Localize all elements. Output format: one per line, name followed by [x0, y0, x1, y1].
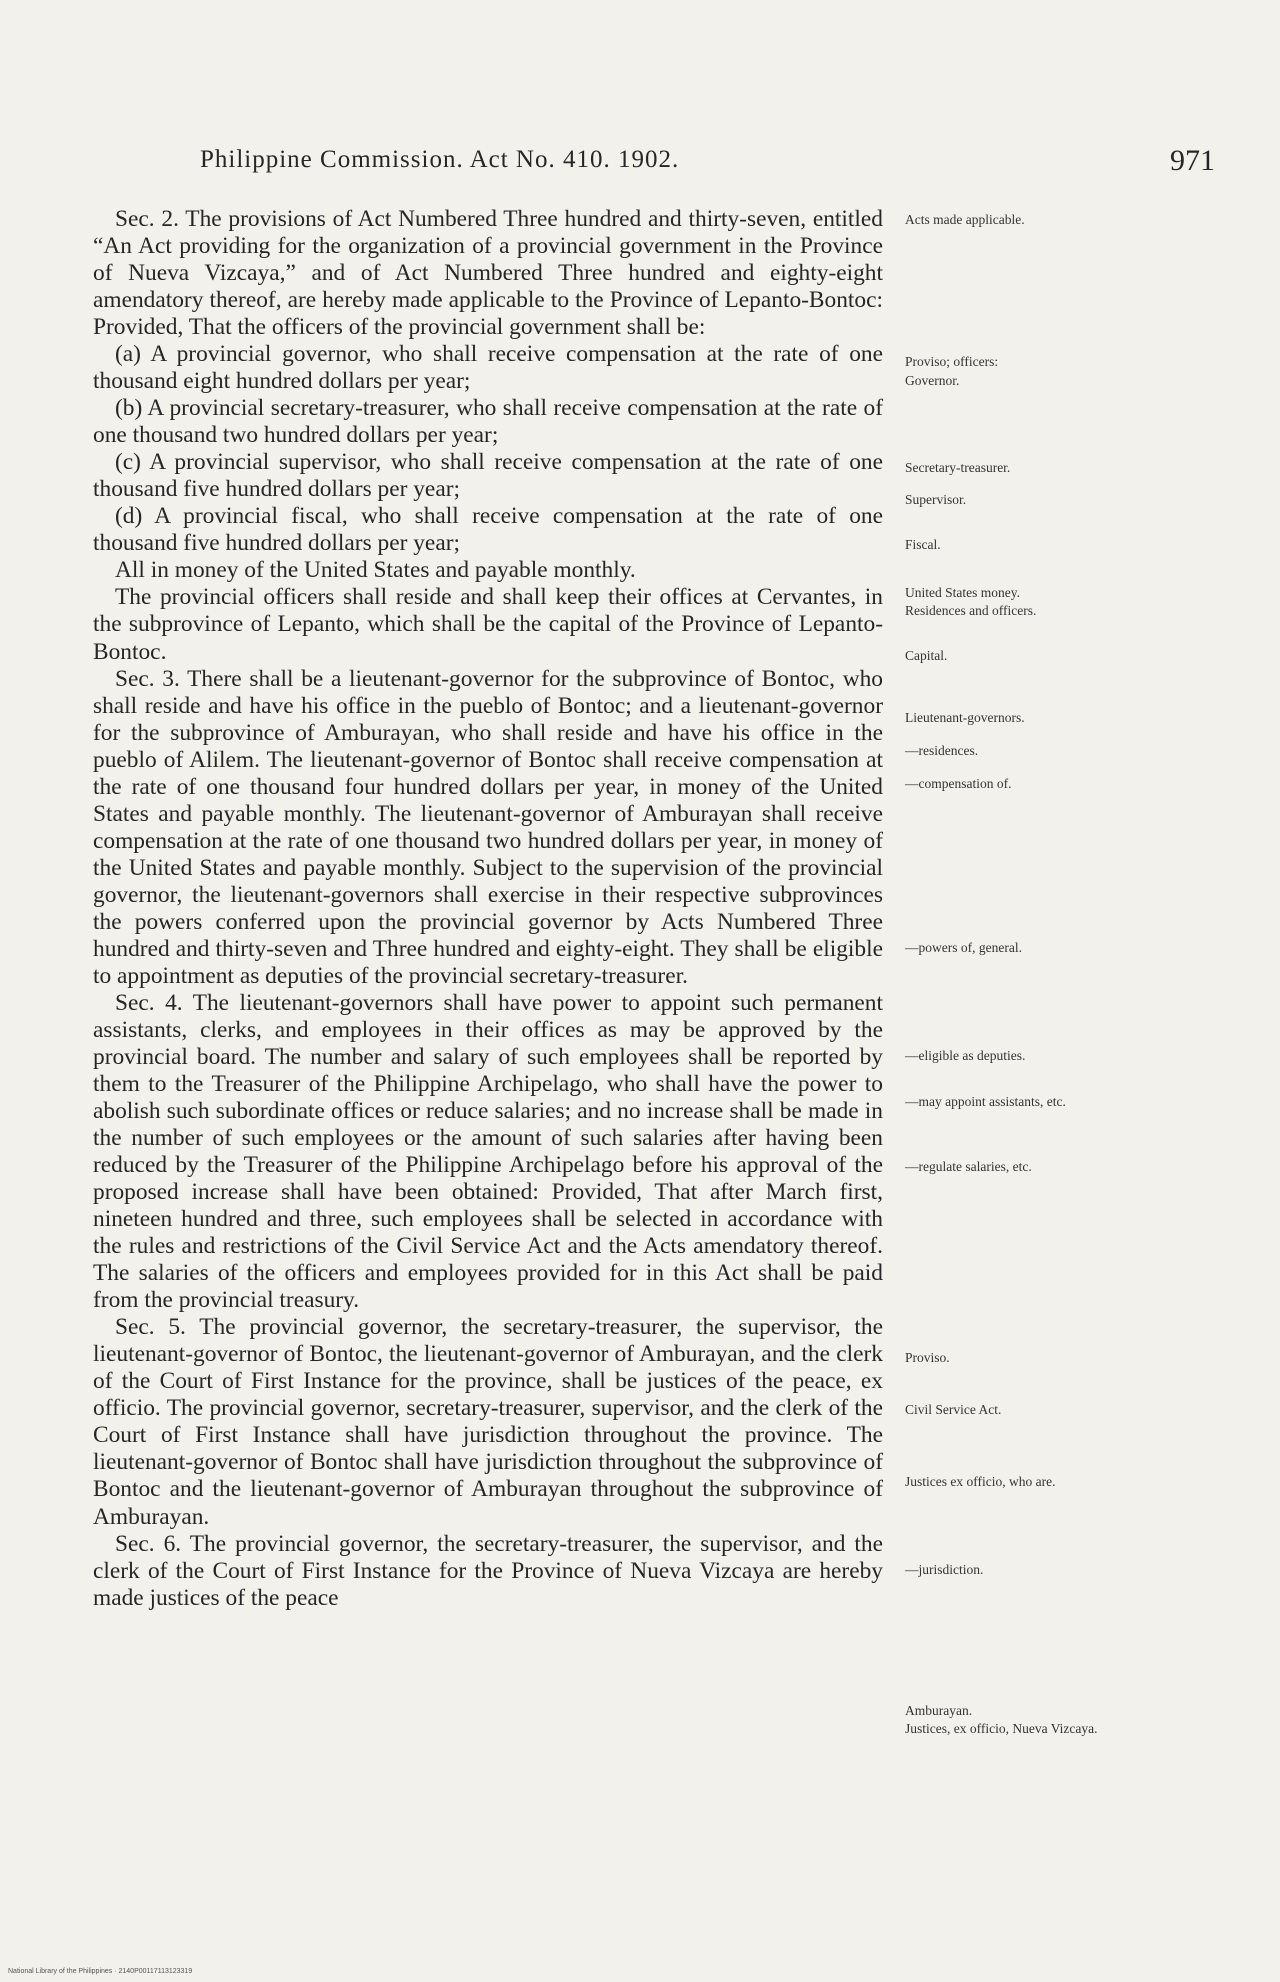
item-d-paragraph: (d) A provincial fiscal, who shall receive compensation at the rate of one thousand five hundred dollars per year;	[93, 503, 883, 557]
margin-note: Supervisor.	[905, 492, 967, 507]
margin-note: —powers of, general.	[905, 940, 1022, 955]
margin-note: —compensation of.	[905, 776, 1012, 791]
running-title: Philippine Commission. Act No. 410. 1902.	[200, 146, 680, 173]
margin-note: Fiscal.	[905, 537, 941, 552]
section-6-paragraph: Sec. 6. The provincial governor, the secretary-treasurer, the supervisor, and the clerk of the Court of First Instance for the Province of Nueva Vizcaya are hereby made justices of the peace	[93, 1530, 883, 1611]
page-number: 971	[1170, 144, 1215, 177]
margin-note: Amburayan.	[905, 1703, 973, 1718]
section-2-paragraph: Sec. 2. The provisions of Act Numbered Three hundred and thirty-seven, entitled “An Act providing for the organization of a provincial government in the Province of Nueva Vizcaya,” and of Act Numbered Three hundred and eighty-eight amendatory thereof, are hereby made applicable to the Province of Lepanto-Bontoc: Provided, That the officers of the provincial government shall be:	[93, 206, 883, 341]
margin-note: Civil Service Act.	[905, 1402, 1002, 1417]
margin-note: Justices, ex officio, Nueva Vizcaya.	[905, 1721, 1098, 1736]
margin-note: —jurisdiction.	[905, 1562, 984, 1577]
margin-note: United States money.	[905, 585, 1020, 600]
section-5-paragraph: Sec. 5. The provincial governor, the secretary-treasurer, the supervisor, the lieutenant-governor of Bontoc, the lieutenant-governor of Amburayan, and the clerk of the Court of First Instance for the province, shall be justices of the peace, ex officio. The provincial governor, secretary-treasurer, supervisor, and the clerk of the Court of First Instance shall have jurisdiction throughout the province. The lieutenant-governor of Bontoc shall have jurisdiction throughout the subprovince of Bontoc and the lieutenant-governor of Amburayan throughout the subprovince of Amburayan.	[93, 1314, 883, 1530]
money-paragraph: All in money of the United States and payable monthly.	[115, 557, 636, 584]
item-c-paragraph: (c) A provincial supervisor, who shall receive compensation at the rate of one thousand five hundred dollars per year;	[93, 449, 883, 503]
item-b-paragraph: (b) A provincial secretary-treasurer, who shall receive compensation at the rate of one thousand two hundred dollars per year;	[93, 395, 883, 449]
margin-note: Proviso.	[905, 1350, 950, 1365]
margin-note: —eligible as deputies.	[905, 1048, 1026, 1063]
scan-footer: National Library of the Philippines · 2140P00117113123319	[8, 1968, 193, 1975]
margin-note: —residences.	[905, 743, 979, 758]
margin-note: Justices ex officio, who are.	[905, 1474, 1056, 1489]
page-header	[0, 146, 1280, 186]
item-a-paragraph: (a) A provincial governor, who shall receive compensation at the rate of one thousand eight hundred dollars per year;	[93, 341, 883, 395]
section-4-paragraph: Sec. 4. The lieutenant-governors shall have power to appoint such permanent assistants, clerks, and employees in their offices as may be approved by the provincial board. The number and salary of such employees shall be reported by them to the Treasurer of the Philippine Archipelago, who shall have the power to abolish such subordinate offices or reduce salaries; and no increase shall be made in the number of such employees or the amount of such salaries after having been reduced by the Treasurer of the Philippine Archipelago before his approval of the proposed increase shall have been obtained: Provided, That after March first, nineteen hundred and three, such employees shall be selected in accordance with the rules and restrictions of the Civil Service Act and the Acts amendatory thereof. The salaries of the officers and employees provided for in this Act shall be paid from the provincial treasury.	[93, 989, 883, 1314]
margin-note: Proviso; officers:	[905, 354, 999, 369]
section-3-paragraph: Sec. 3. There shall be a lieutenant-governor for the subprovince of Bontoc, who shall reside and have his office in the pueblo of Bontoc; and a lieutenant-governor for the subprovince of Amburayan, who shall reside and have his office in the pueblo of Alilem. The lieutenant-governor of Bontoc shall receive compensation at the rate of one thousand four hundred dollars per year, in money of the United States and payable monthly. The lieutenant-governor of Amburayan shall receive compensation at the rate of one thousand two hundred dollars per year, in money of the United States and payable monthly. Subject to the supervision of the provincial governor, the lieutenant-governors shall exercise in their respective subprovinces the powers conferred upon the provincial governor by Acts Numbered Three hundred and thirty-seven and Three hundred and eighty-eight. They shall be eligible to appointment as deputies of the provincial secretary-treasurer.	[93, 665, 883, 989]
body-text	[93, 206, 883, 1612]
margin-note: Capital.	[905, 648, 948, 663]
margin-note: —may appoint assistants, etc.	[905, 1094, 1066, 1109]
margin-note: Acts made applicable.	[905, 212, 1025, 227]
margin-note: Secretary-treasurer.	[905, 460, 1011, 475]
margin-note: Governor.	[905, 373, 960, 388]
margin-note: —regulate salaries, etc.	[905, 1159, 1032, 1174]
margin-note: Lieutenant-governors.	[905, 710, 1025, 725]
margin-note: Residences and officers.	[905, 603, 1037, 618]
residence-paragraph: The provincial officers shall reside and shall keep their offices at Cervantes, in the subprovince of Lepanto, which shall be the capital of the Province of Lepanto-Bontoc.	[93, 584, 883, 665]
